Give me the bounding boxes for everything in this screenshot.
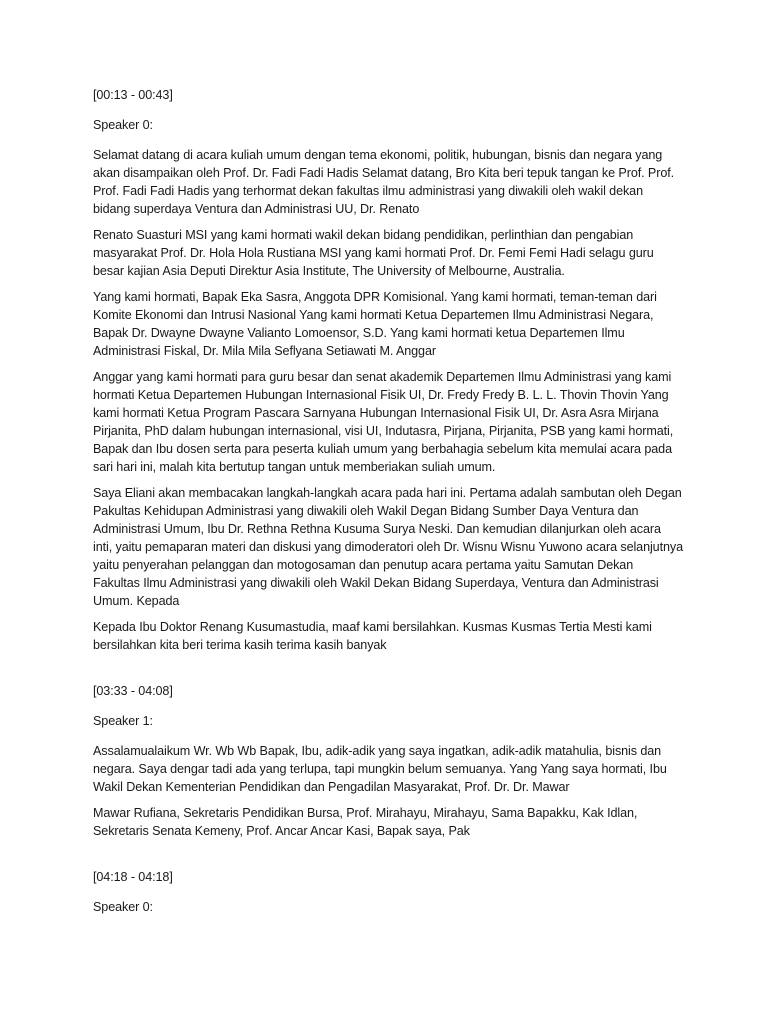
transcript-paragraph: Renato Suasturi MSI yang kami hormati wakil dekan bidang pendidikan, perlinthian dan pengabian masyarakat Prof. Dr. Hola Hola Rustiana MSI yang kami hormati Prof. Dr. Femi Femi Hadi selagu guru besar kajian Asia Deputi Direktur Asia Institute, The University of Melbourne, Australia. (93, 228, 654, 278)
transcript-segment-3 (93, 868, 683, 916)
segment-timestamp: [00:13 - 00:43] (93, 88, 173, 102)
transcript-segment-1 (93, 86, 683, 654)
segment-timestamp: [04:18 - 04:18] (93, 870, 173, 884)
transcript-paragraph: Assalamualaikum Wr. Wb Wb Bapak, Ibu, adik-adik yang saya ingatkan, adik-adik matahulia, bisnis dan negara. Saya dengar tadi ada yang terlupa, tapi mungkin belum semuanya. Yang Yang saya hormati, Ibu Wakil Dekan Kementerian Pendidikan dan Pengadilan Masyarakat, Prof. Dr. Dr. Mawar (93, 744, 667, 794)
transcript-paragraph: Mawar Rufiana, Sekretaris Pendidikan Bursa, Prof. Mirahayu, Mirahayu, Sama Bapakku, Kak Idlan, Sekretaris Senata Kemeny, Prof. Ancar Ancar Kasi, Bapak saya, Pak (93, 806, 638, 838)
transcript-document (93, 86, 683, 928)
segment-timestamp: [03:33 - 04:08] (93, 684, 173, 698)
transcript-paragraph: Saya Eliani akan membacakan langkah-langkah acara pada hari ini. Pertama adalah sambutan oleh Degan Pakultas Kehidupan Administrasi yang diwakili oleh Wakil Degan Bidang Sumber Daya Ventura dan Administrasi Umum, Ibu Dr. Rethna Rethna Kusuma Surya Neski. Dan kemudian dilanjurkan oleh acara inti, yaitu pemaparan materi dan diskusi yang dimoderatori oleh Dr. Wisnu Wisnu Yuwono acara selanjutnya yaitu penyerahan pelanggan dan motogosaman dan penutup acara pertama yaitu Samutan Dekan Fakultas Ilmu Administrasi yang diwakili oleh Wakil Dekan Bidang Superdaya, Ventura dan Administrasi Umum. Kepada (93, 486, 683, 608)
transcript-paragraph: Selamat datang di acara kuliah umum dengan tema ekonomi, politik, hubungan, bisnis dan negara yang akan disampaikan oleh Prof. Dr. Fadi Fadi Hadis Selamat datang, Bro Kita beri tepuk tangan ke Prof. Prof. Prof. Fadi Fadi Hadis yang terhormat dekan fakultas ilmu administrasi yang diwakili oleh wakil dekan bidang superdaya Ventura dan Administrasi UU, Dr. Renato (93, 148, 675, 216)
speaker-label: Speaker 0: (93, 900, 153, 914)
transcript-segment-2 (93, 682, 683, 840)
transcript-paragraph: Kepada Ibu Doktor Renang Kusumastudia, maaf kami bersilahkan. Kusmas Kusmas Tertia Mesti kami bersilahkan kita beri terima kasih terima kasih banyak (93, 620, 652, 652)
transcript-paragraph: Anggar yang kami hormati para guru besar dan senat akademik Departemen Ilmu Administrasi yang kami hormati Ketua Departemen Hubungan Internasional Fisik UI, Dr. Fredy Fredy B. L. L. Thovin Thovin Yang kami hormati Ketua Program Pascara Sarnyana Hubungan Internasional Fisik UI, Dr. Asra Asra Mirjana Pirjanita, PhD dalam hubungan internasional, visi UI, Indutasra, Pirjana, Pirjanita, PSB yang kami hormati, Bapak dan Ibu dosen serta para peserta kuliah umum yang berbahagia sebelum kita memulai acara pada sari hari ini, malah kita bertutup tangan untuk memberiakan suliah umum. (93, 370, 674, 474)
transcript-paragraph: Yang kami hormati, Bapak Eka Sasra, Anggota DPR Komisional. Yang kami hormati, teman-teman dari Komite Ekonomi dan Intrusi Nasional Yang kami hormati Ketua Departemen Ilmu Administrasi Negara, Bapak Dr. Dwayne Dwayne Valianto Lomoensor, S.D. Yang kami hormati ketua Departemen Ilmu Administrasi Fiskal, Dr. Mila Mila Seflyana Setiawati M. Anggar (93, 290, 657, 358)
speaker-label: Speaker 1: (93, 714, 153, 728)
speaker-label: Speaker 0: (93, 118, 153, 132)
